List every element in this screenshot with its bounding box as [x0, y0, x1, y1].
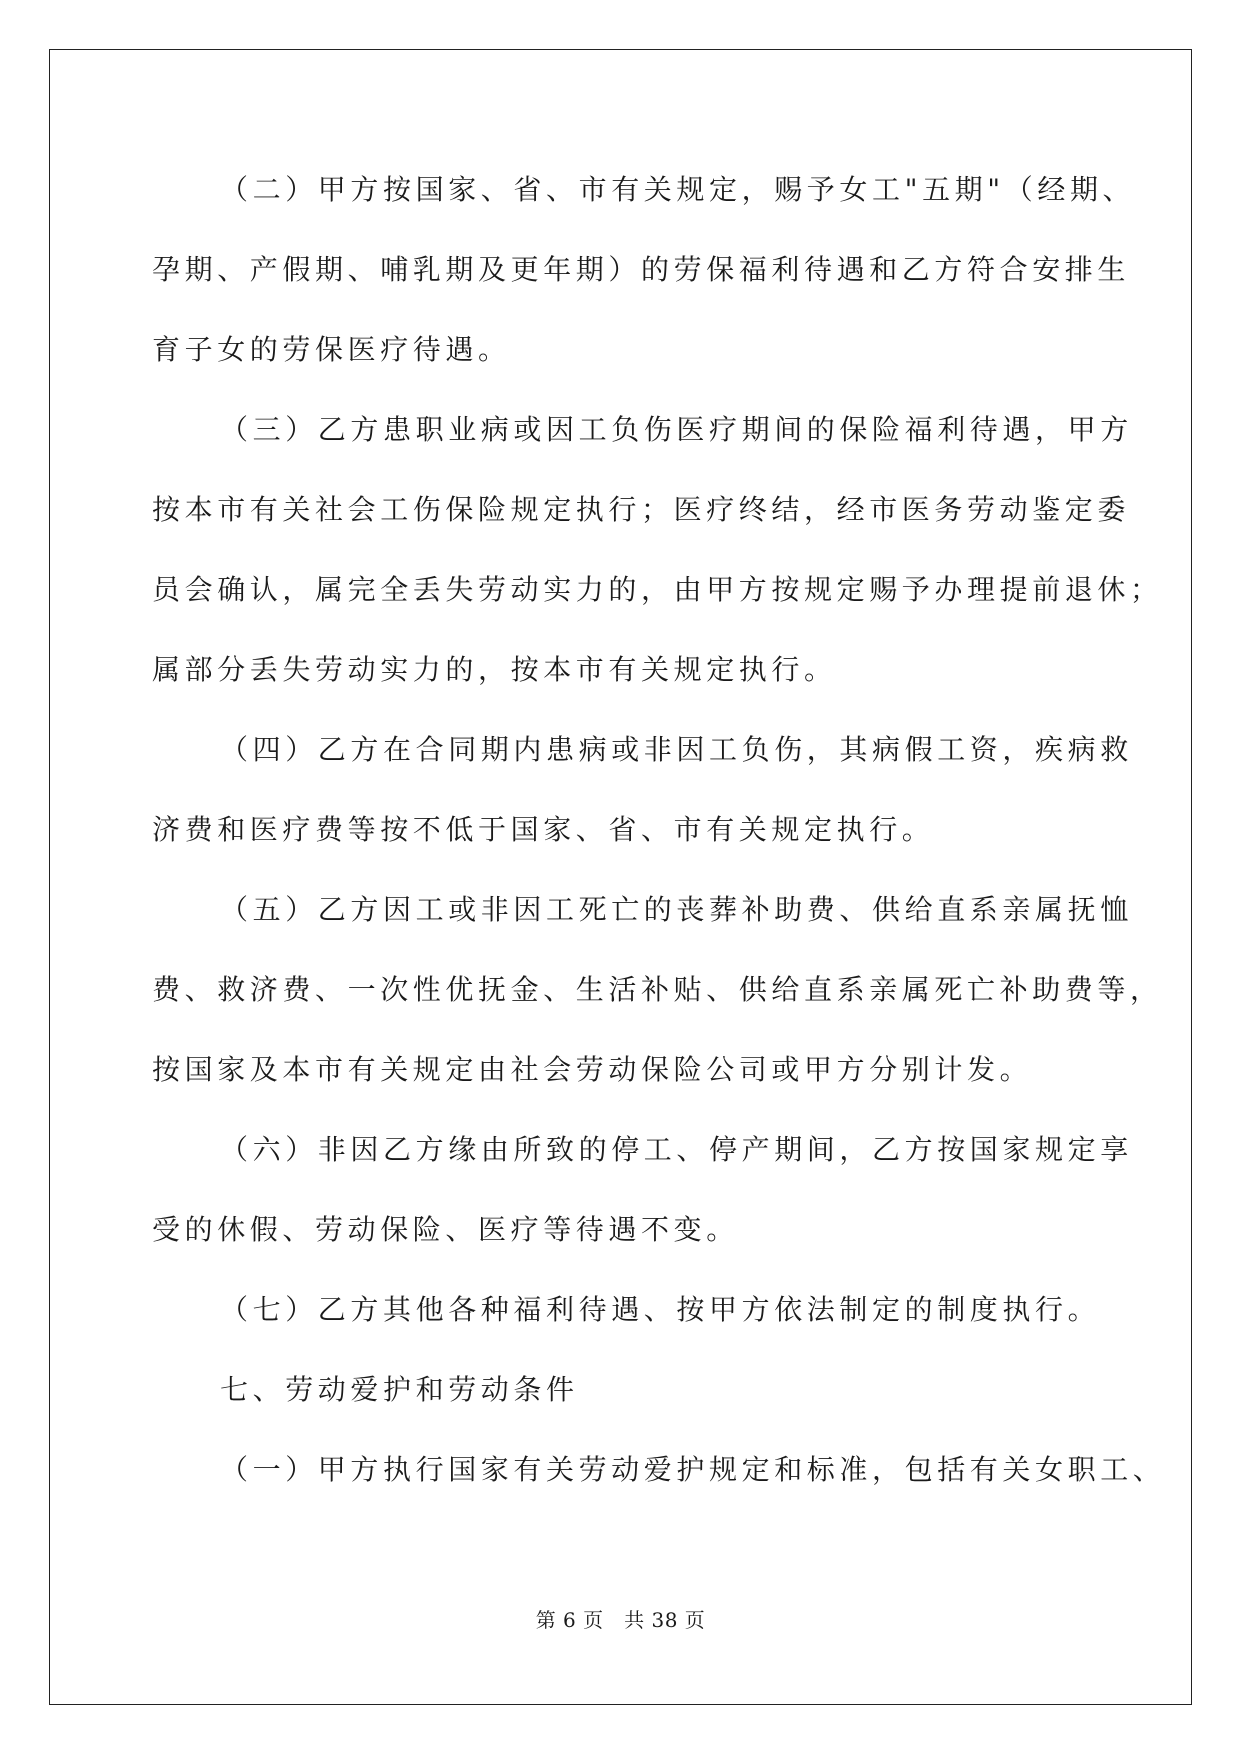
paragraph-line: （一）甲方执行国家有关劳动爱护规定和标准，包括有关女职工、: [220, 1453, 1166, 1486]
paragraph-line: （六）非因乙方缘由所致的停工、停产期间，乙方按国家规定享: [220, 1133, 1133, 1166]
paragraph-line: 济费和医疗费等按不低于国家、省、市有关规定执行。: [152, 813, 935, 846]
paragraph-line: 按国家及本市有关规定由社会劳动保险公司或甲方分别计发。: [152, 1053, 1033, 1086]
page-number: 第 6 页 共 38 页: [535, 1608, 706, 1632]
document-body: [152, 150, 1166, 1510]
paragraph-line: （七）乙方其他各种福利待遇、按甲方依法制定的制度执行。: [220, 1293, 1101, 1326]
paragraph-line: （二）甲方按国家、省、市有关规定，赐予女工"五期"（经期、: [220, 173, 1136, 206]
paragraph-line: 育子女的劳保医疗待遇。: [152, 333, 511, 366]
paragraph-line: 孕期、产假期、哺乳期及更年期）的劳保福利待遇和乙方符合安排生: [152, 253, 1131, 286]
section-heading: 七、劳动爱护和劳动条件: [220, 1373, 579, 1406]
paragraph-line: 属部分丢失劳动实力的，按本市有关规定执行。: [152, 653, 837, 686]
paragraph-line: （五）乙方因工或非因工死亡的丧葬补助费、供给直系亲属抚恤: [220, 893, 1133, 926]
paragraph-line: 按本市有关社会工伤保险规定执行；医疗终结，经市医务劳动鉴定委: [152, 493, 1131, 526]
paragraph-line: （四）乙方在合同期内患病或非因工负伤，其病假工资，疾病救: [220, 733, 1133, 766]
paragraph-line: 受的休假、劳动保险、医疗等待遇不变。: [152, 1213, 739, 1246]
paragraph-line: （三）乙方患职业病或因工负伤医疗期间的保险福利待遇，甲方: [220, 413, 1133, 446]
paragraph-line: 费、救济费、一次性优抚金、生活补贴、供给直系亲属死亡补助费等，: [152, 973, 1163, 1006]
paragraph-line: 员会确认，属完全丢失劳动实力的，由甲方按规定赐予办理提前退休；: [152, 573, 1163, 606]
